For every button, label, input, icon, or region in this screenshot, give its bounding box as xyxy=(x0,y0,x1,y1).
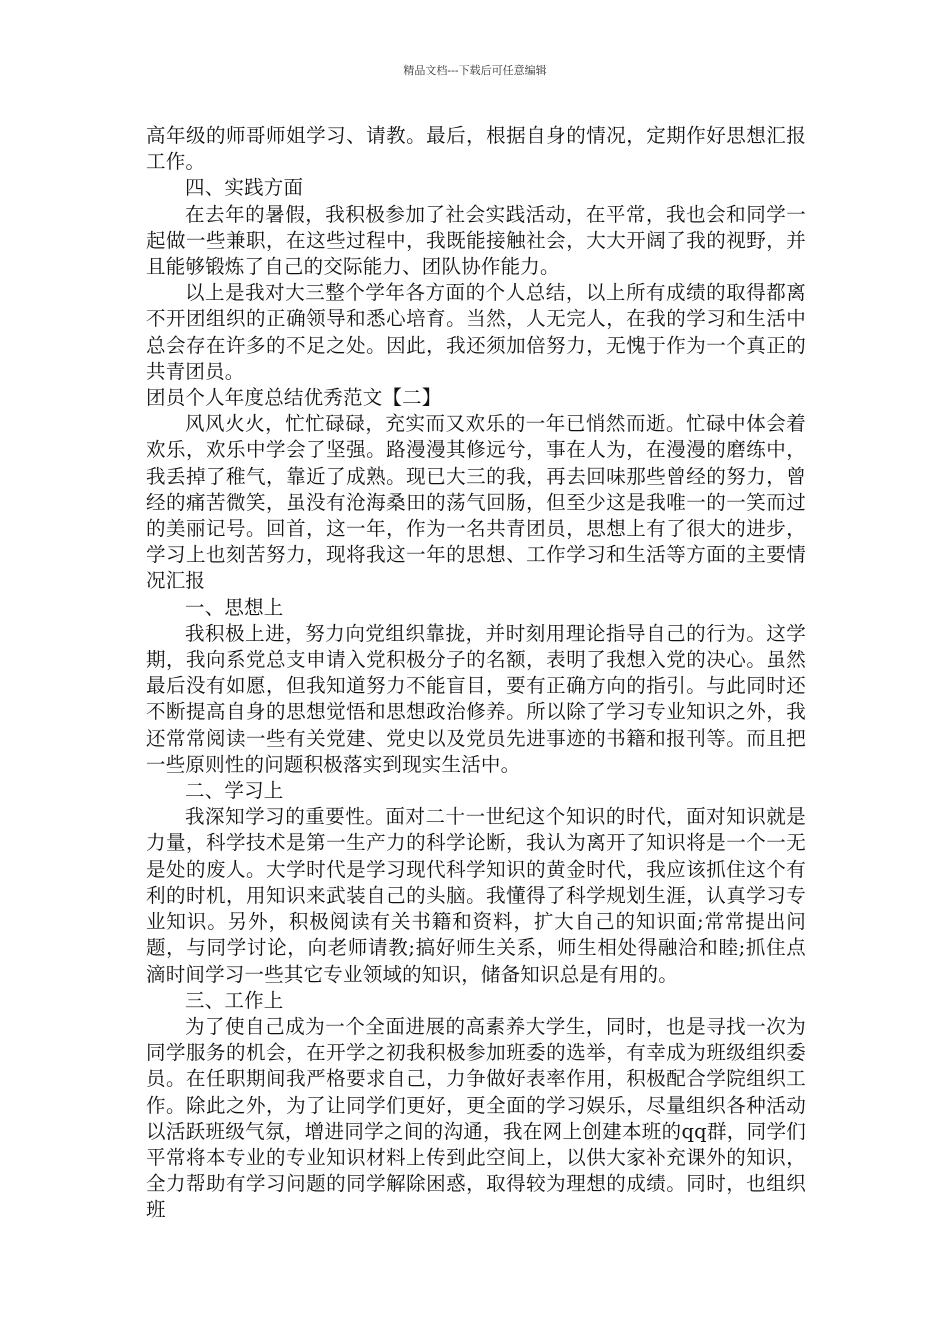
paragraph-continuation: 高年级的师哥师姐学习、请教。最后，根据自身的情况，定期作好思想汇报工作。 xyxy=(146,124,806,174)
paragraph: 我深知学习的重要性。面对二十一世纪这个知识的时代，面对知识就是力量，科学技术是第一生产力的科学论断，我认为离开了知识将是一个一无是处的废人。大学时代是学习现代科学知识的黄金时代，我应该抓住这个有利的时机，用知识来武装自己的头脑。我懂得了科学规划生涯，认真学习专业知识。另外，积极阅读有关书籍和资料，扩大自己的知识面;常常提出问题，与同学讨论，向老师请教;搞好师生关系，师生相处得融洽和睦;抓住点滴时间学习一些其它专业领域的知识，储备知识总是有用的。 xyxy=(146,805,806,986)
paragraph: 我积极上进，努力向党组织靠拢，并时刻用理论指导自己的行为。这学期，我向系党总支申请入党积极分子的名额，表明了我想入党的决心。虽然最后没有如愿，但我知道努力不能盲目，要有正确方向的指引。与此同时还不断提高自身的思想觉悟和思想政治修养。所以除了学习专业知识之外，我还常常阅读一些有关党建、党史以及党员先进事迹的书籍和报刊等。而且把一些原则性的问题积极落实到现实生活中。 xyxy=(146,621,806,776)
paragraph: 为了使自己成为一个全面进展的高素养大学生，同时，也是寻找一次为同学服务的机会，在开学之初我积极参加班委的选举，有幸成为班级组织委员。在任职期间我严格要求自己，力争做好表率作用，积极配合学院组织工作。除此之外，为了让同学们更好，更全面的学习娱乐，尽量组织各种活动以活跃班级气氛，增进同学之间的沟通，我在网上创建本班的qq群，同学们平常将本专业的专业知识材料上传到此空间上，以供大家补充课外的知识，全力帮助有学习问题的同学解除困惑，取得较为理想的成绩。同时，也组织班 xyxy=(146,1014,806,1222)
page-header: 精品文档---下载后可任意编辑 xyxy=(403,64,547,77)
section-heading-practice: 四、实践方面 xyxy=(185,176,304,200)
document-subtitle: 团员个人年度总结优秀范文【二】 xyxy=(146,386,442,410)
document-body xyxy=(146,123,806,1224)
section-heading-study: 二、学习上 xyxy=(185,779,284,803)
section-heading-thought: 一、思想上 xyxy=(185,595,284,619)
paragraph: 以上是我对大三整个学年各方面的个人总结，以上所有成绩的取得都离不开团组织的正确领导和悉心培育。当然，人无完人，在我的学习和生活中总会存在许多的不足之处。因此，我还须加倍努力，无愧于作为一个真正的共青团员。 xyxy=(146,281,806,383)
section-heading-work: 三、工作上 xyxy=(185,988,284,1012)
paragraph: 风风火火，忙忙碌碌，充实而又欢乐的一年已悄然而逝。忙碌中体会着欢乐，欢乐中学会了坚强。路漫漫其修远兮，事在人为，在漫漫的磨练中，我丢掉了稚气，靠近了成熟。现已大三的我，再去回味那些曾经的努力，曾经的痛苦微笑，虽没有沧海桑田的荡气回肠，但至少这是我唯一的一笑而过的美丽记号。回首，这一年，作为一名共青团员，思想上有了很大的进步，学习上也刻苦努力，现将我这一年的思想、工作学习和生活等方面的主要情况汇报 xyxy=(146,412,806,593)
paragraph: 在去年的暑假，我积极参加了社会实践活动，在平常，我也会和同学一起做一些兼职，在这些过程中，我既能接触社会，大大开阔了我的视野，并且能够锻炼了自己的交际能力、团队协作能力。 xyxy=(146,202,806,279)
